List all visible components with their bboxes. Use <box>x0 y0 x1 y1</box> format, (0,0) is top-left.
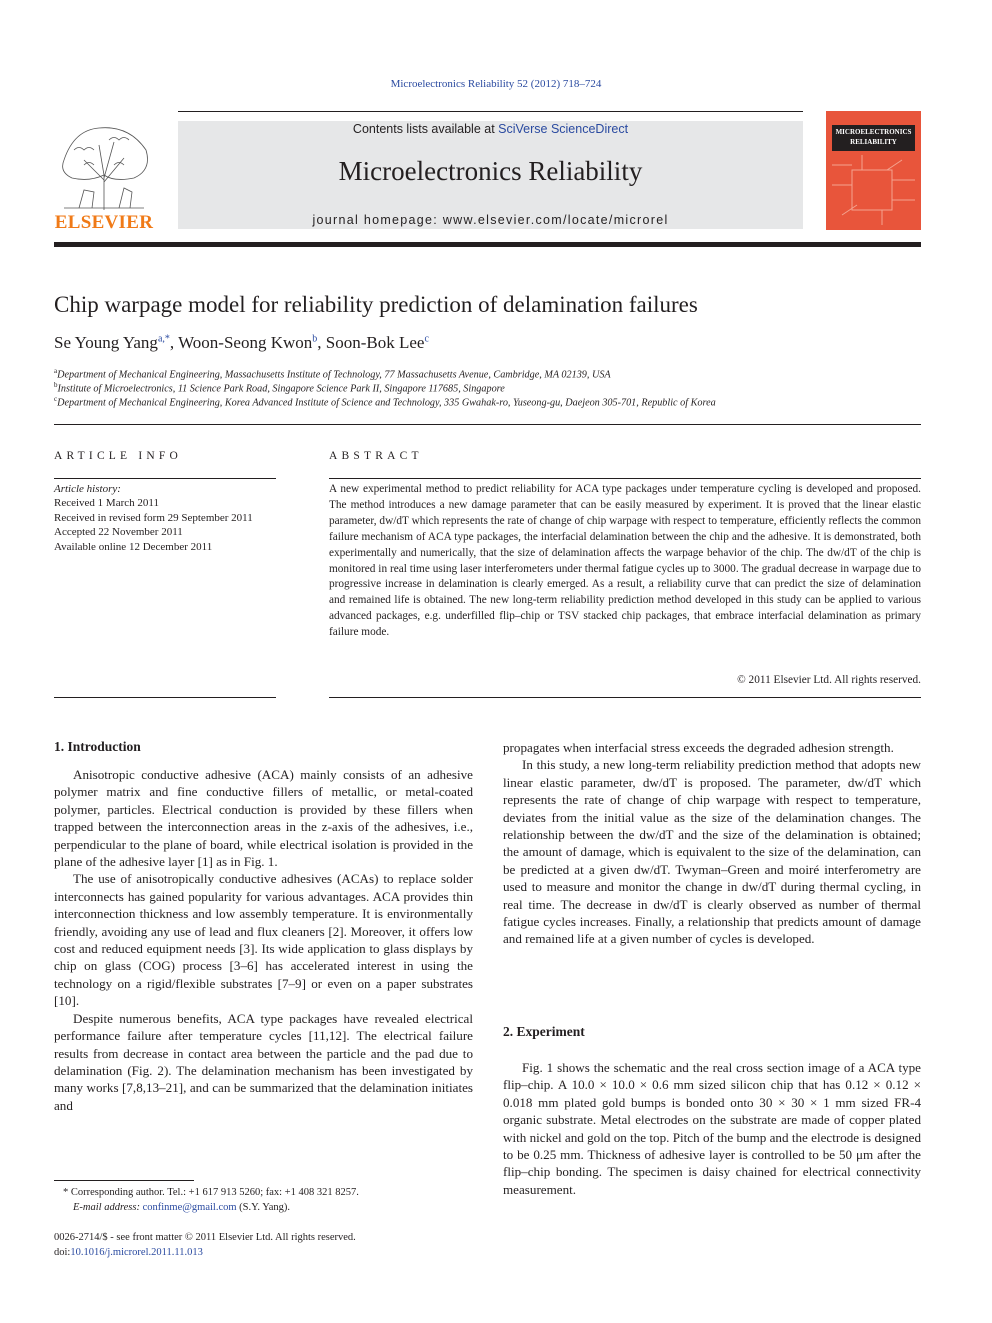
author-name[interactable]: Soon-Bok Lee <box>325 333 425 352</box>
author-list: Se Young Yang$^{a,*}$, Woon-Seong Kwon$^b$, Soon-Bok Lee$^c$ <box>54 333 429 352</box>
article-info-rule <box>54 697 276 698</box>
author-name[interactable]: Se Young Yang <box>54 333 158 352</box>
history-label: Article history: <box>54 483 121 495</box>
section-heading-experiment: 2. Experiment <box>503 1024 585 1039</box>
history-item: Available online 12 December 2011 <box>54 540 213 553</box>
paragraph: Despite numerous benefits, ACA type packages have revealed electrical performance failure after temperature cycles [11,12]. The electrical failure results from decrease in contact area between the particle and the pad due to delamination (Fig. 2). The delamination mechanism has been investigated by many works [7,8,13–21], and can be summarized that the delamination initiates and <box>54 1010 473 1113</box>
history-item: Accepted 22 November 2011 <box>54 526 183 539</box>
history-item: Received 1 March 2011 <box>54 497 159 510</box>
author-sup[interactable]: c <box>424 333 429 345</box>
abstract-copyright: © 2011 Elsevier Ltd. All rights reserved. <box>737 674 921 686</box>
article-history <box>54 482 276 554</box>
affiliation: $^b$Institute of Microelectronics, 11 Science Park Road, Singapore Science Park II, Singapore 117685, Singapore <box>54 381 505 395</box>
paragraph: The use of anisotropically conductive adhesives (ACAs) to replace solder interconnects has gained popularity for various advantages. ACA provides thin interconnection thickness and low assembly temperature. It is environmentally friendly, avoiding any use of lead and flux cleaners [2]. Moreover, it offers low cost and reduced equipment needs [3]. Its wide application to glass displays by chip on glass (COG) process [3–6] has accelerated interest in using the technology on a rigid/flexible substrates [7–9] or even on a paper substrates [10]. <box>54 871 473 1009</box>
contents-line: Contents lists available at SciVerse ScienceDirect <box>352 122 629 136</box>
body-column-right <box>503 739 921 948</box>
author-sup[interactable]: b <box>312 333 318 345</box>
page-footer: 0026-2714/$ - see front matter © 2011 Elsevier Ltd. All rights reserved. doi:10.1016/j.microrel.2011.11.013 <box>54 1232 356 1258</box>
affiliation: $^a$Department of Mechanical Engineering, Massachusetts Institute of Technology, 77 Massachusetts Avenue, Cambridge, MA 02139, USA <box>54 367 611 381</box>
abstract-rule <box>329 697 921 698</box>
history-item: Received in revised form 29 September 2011 <box>54 511 253 524</box>
journal-reference[interactable]: Microelectronics Reliability 52 (2012) 718–724 <box>390 78 602 90</box>
footnote: * Corresponding author. Tel.: +1 617 913 5260; fax: +1 408 321 8257. E-mail address: confinme@gmail.com (S.Y. Yang). <box>63 1187 359 1213</box>
section-heading-introduction: 1. Introduction <box>54 739 141 754</box>
cover-circuit-icon <box>832 155 915 225</box>
author-sup[interactable]: a,* <box>157 333 170 345</box>
sciencedirect-link[interactable]: SciVerse ScienceDirect <box>498 122 629 136</box>
elsevier-wordmark[interactable]: ELSEVIER <box>54 212 154 233</box>
affiliation-rule <box>54 424 921 425</box>
paragraph: propagates when interfacial stress exceeds the degraded adhesion strength. <box>503 740 894 755</box>
abstract-heading: ABSTRACT <box>329 450 423 462</box>
body-column-left <box>54 766 473 1114</box>
doi-link[interactable]: 10.1016/j.microrel.2011.11.013 <box>70 1247 203 1258</box>
abstract-text: A new experimental method to predict reliability for ACA type packages under temperature cycling is developed and proposed. The method introduces a new damage parameter that can be easily measured by experiment. It is proved that the linear elastic parameter, dw/dT which represents the rate of change of chip warpage with respect to temperature, efficiently reflects the common failure mechanism of ACA type packages, the interfacial delamination between the chip and the adhesive. It is demonstrated, both experimentally and numerically, that the size of delamination affects the warpage behavior of the chip. The dw/dT of the chip is monitored in real time using laser interferometers under thermal fatigue cycles up to 3000. The gradual decrease in warpage due to progressive increase in delamination is clearly emerged. As a result, a reliability curve that can predict the size of delamination and remained life is obtained. The new long-term reliability prediction method developed in this study can be applied to various advanced packages, e.g. underfilled flip–chip or TSV stacked chip packages, that embrace interfacial delamination as primary failure mode. <box>329 483 921 639</box>
affiliation: $^c$Department of Mechanical Engineering, Korea Advanced Institute of Science and Technology, 335 Gwahak-ro, Yuseong-gu, Daejeon 305-701, Republic of Korea <box>54 395 716 409</box>
email-link[interactable]: confinme@gmail.com <box>142 1202 237 1213</box>
journal-cover-image[interactable] <box>826 111 921 230</box>
header-thick-rule <box>54 242 921 247</box>
experiment-text <box>503 1059 921 1198</box>
corresponding-author-note: * Corresponding author. Tel.: +1 617 913 5260; fax: +1 408 321 8257. <box>63 1187 359 1198</box>
article-info-heading: ARTICLE INFO <box>54 450 182 462</box>
journal-homepage[interactable]: journal homepage: www.elsevier.com/locate/microrel <box>312 213 669 227</box>
article-title: Chip warpage model for reliability prediction of delamination failures <box>54 292 698 317</box>
cover-title: MICROELECTRONICS RELIABILITY <box>832 125 915 151</box>
paragraph: Anisotropic conductive adhesive (ACA) mainly consists of an adhesive polymer matrix and fine conductive fillers of metallic, or metal-coated polymer, particles. Electrical conduction is provided by these fillers when trapped between the interconnection areas in the z-axis of the adhesives, i.e., perpendicular to the plane of board, while electrical isolation is provided in the plane of the adhesive layer [1] as in Fig. 1. <box>54 767 473 870</box>
journal-title: Microelectronics Reliability <box>338 156 643 186</box>
paragraph: In this study, a new long-term reliability prediction method that adopts new linear elastic parameter, dw/dT is proposed. The parameter, dw/dT which represents the rate of change of chip warpage with respect to temperature, deviates from the initial value as the size of the delamination changes. The relationship between the dw/dT and the size of the delamination is obtained; the amount of damage, which is equivalent to the size of the delamination, can be predicted at a given dw/dT. Twyman–Green and moiré interferometry are used to measure and monitor the change in dw/dT during thermal cycling, in real time. The decrease in dw/dT is clearly observed as number of thermal fatigue cycles increases. Finally, a relationship that predicts amount of damage and remained life at a given number of cycles is developed. <box>503 757 921 947</box>
paragraph: Fig. 1 shows the schematic and the real cross section image of a ACA type flip–chip. A 10.0 × 10.0 × 0.6 mm sized silicon chip that has 0.12 × 0.12 × 0.018 mm plated gold bumps is bonded onto 30 × 30 × 1 mm sized FR-4 organic substrate. Metal electrodes on the substrate are made of copper plated with nickel and gold on the top. Pitch of the bump and the electrode is designed to be 0.25 mm. Thickness of adhesive layer is controlled to be 50 μm after the flip–chip bonding. The specimen is daisy chained for electrical connectivity measurement. <box>503 1060 921 1197</box>
article-info-rule <box>54 478 276 479</box>
author-name[interactable]: Woon-Seong Kwon <box>178 333 313 352</box>
footnote-rule <box>54 1180 194 1181</box>
abstract-rule <box>329 478 921 479</box>
issn-line: 0026-2714/$ - see front matter © 2011 Elsevier Ltd. All rights reserved. <box>54 1232 356 1243</box>
header-rule <box>178 111 803 112</box>
